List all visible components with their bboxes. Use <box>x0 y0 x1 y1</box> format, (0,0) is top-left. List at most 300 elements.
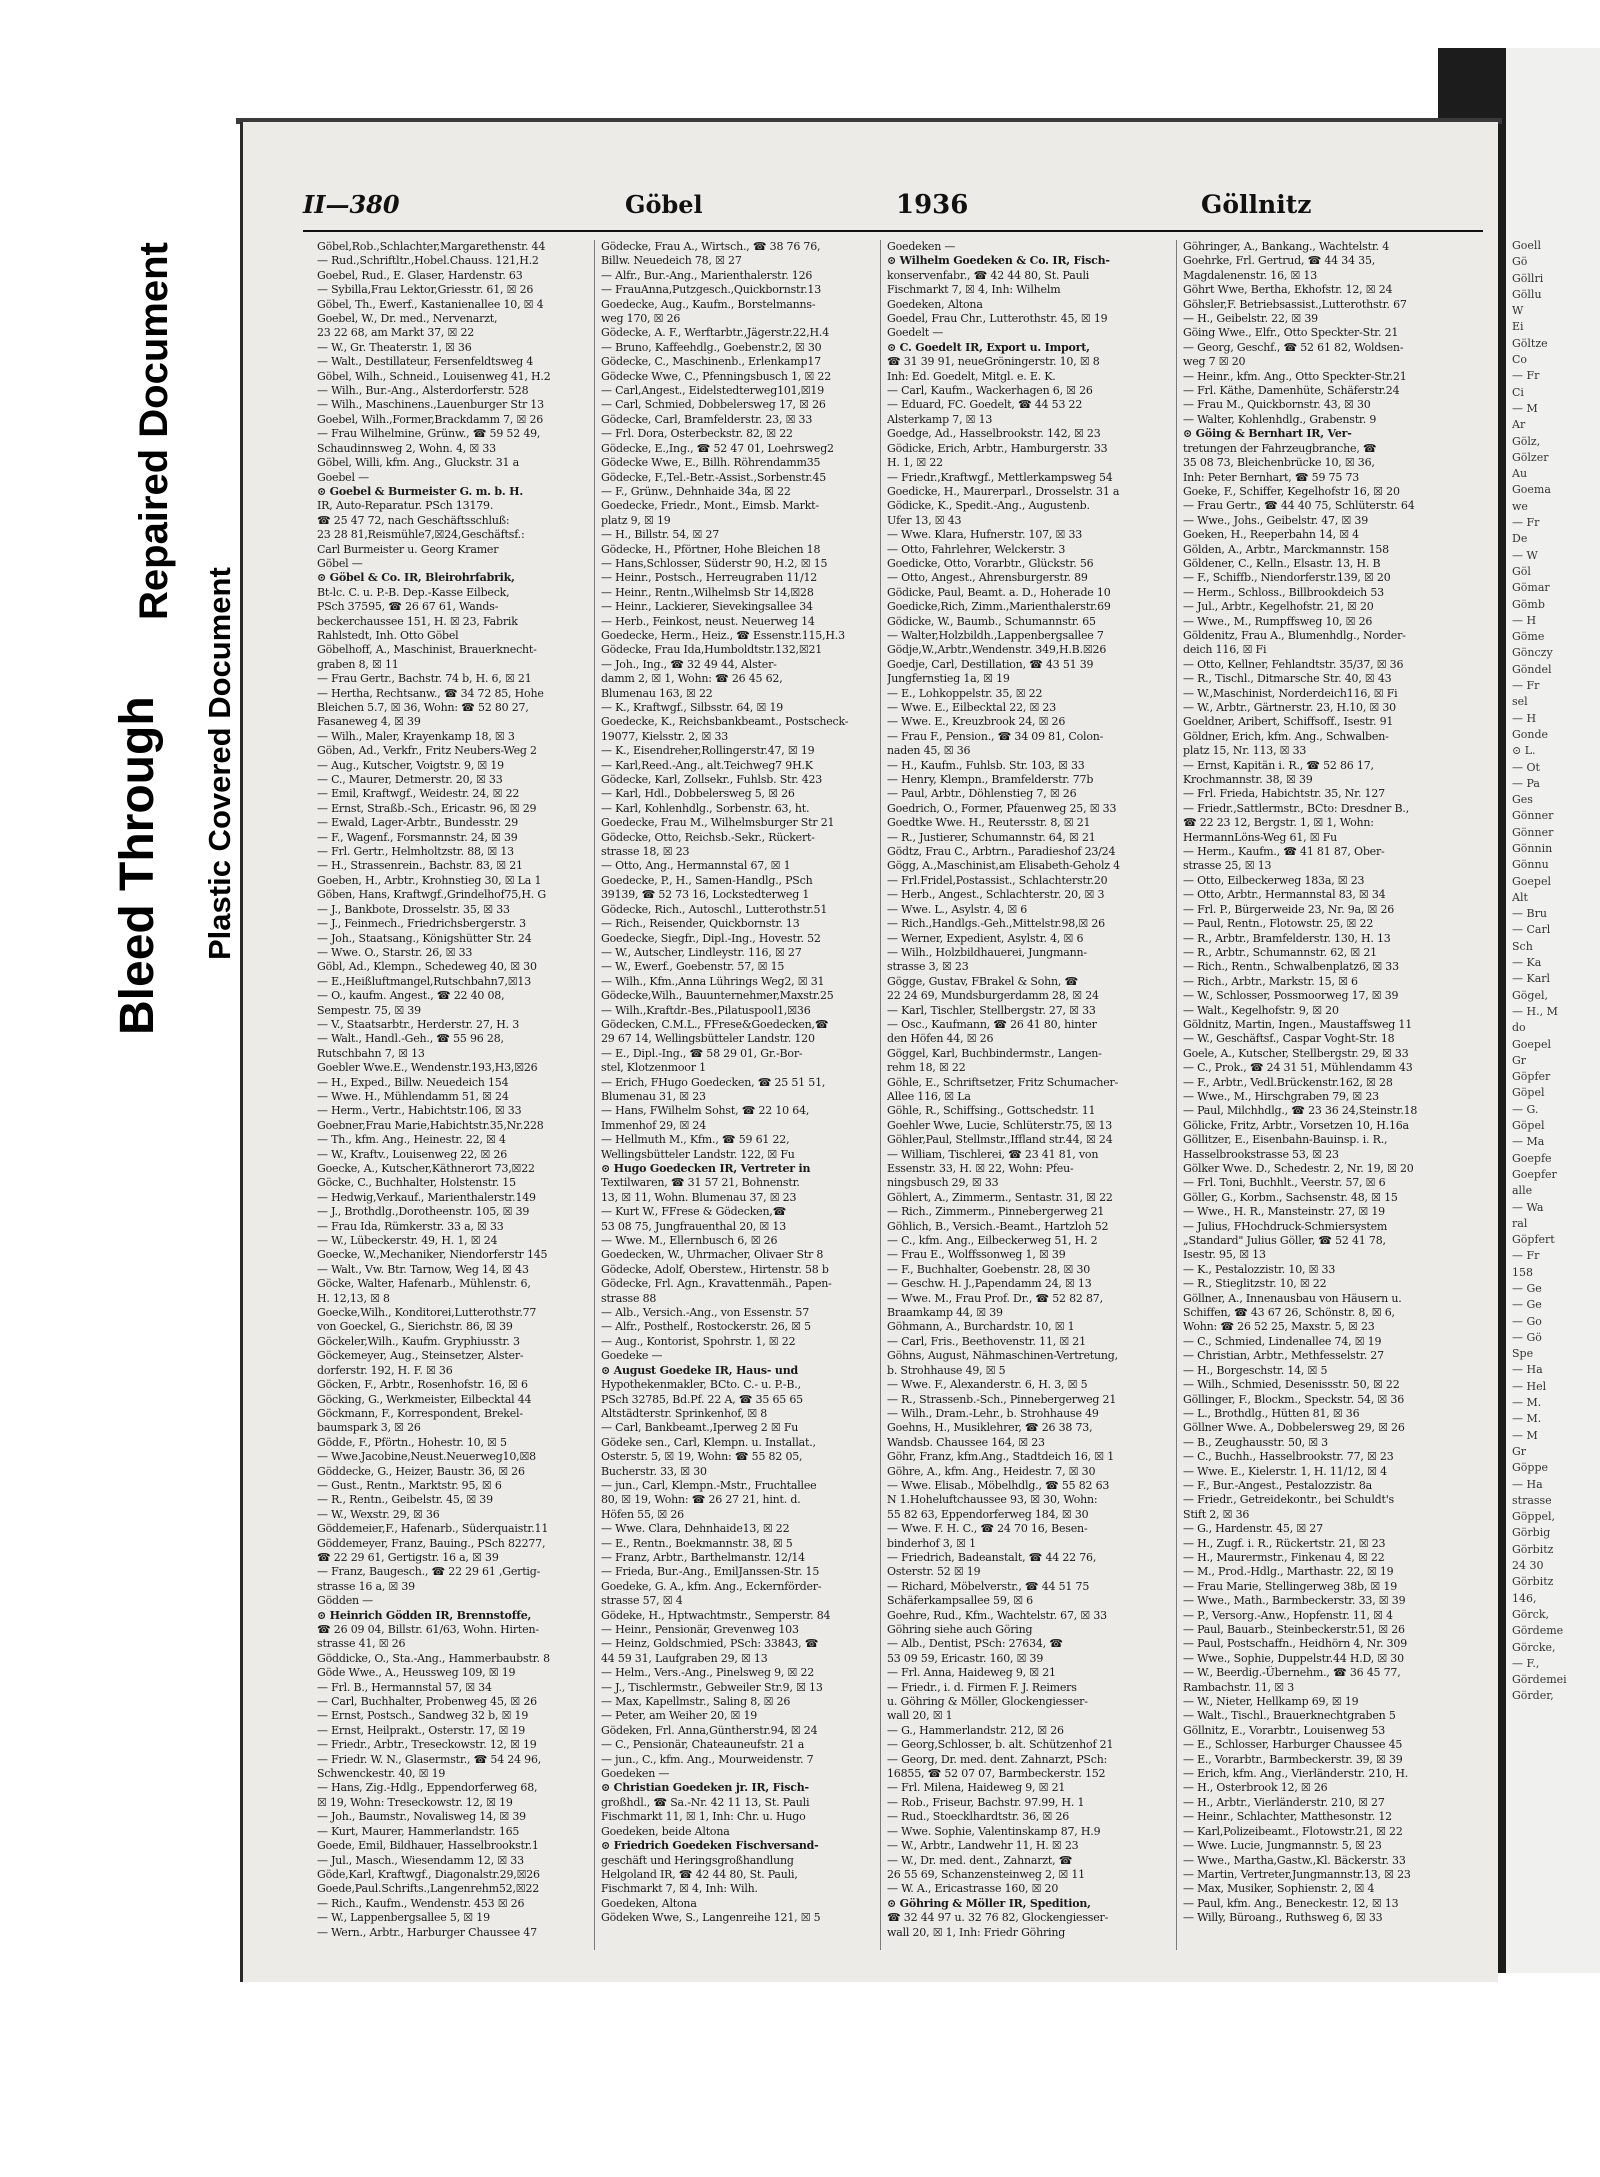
directory-entry: 44 59 31, Laufgraben 29, ☒ 13 <box>601 1651 768 1665</box>
directory-entry: Alsterkamp 7, ☒ 13 <box>887 412 993 426</box>
directory-entry: — H., Exped., Billw. Neuedeich 154 <box>317 1075 509 1089</box>
directory-entry: Fasaneweg 4, ☒ 39 <box>317 715 421 729</box>
next-page-fragment: — M. <box>1512 1396 1542 1410</box>
next-page-fragment: Göpfert <box>1512 1233 1555 1247</box>
directory-entry: Goedje, Carl, Destillation, ☎ 43 51 39 <box>887 657 1094 671</box>
directory-entry: Goeldner, Aribert, Schiffsoff., Isestr. 91 <box>1183 715 1394 729</box>
directory-entry: Göldnitz, Martin, Ingen., Maustaffsweg 11 <box>1183 1017 1413 1031</box>
directory-entry: — Wwe. O., Starstr. 26, ☒ 33 <box>317 945 473 959</box>
directory-entry: — jun., C., kfm. Ang., Mourweidenstr. 7 <box>601 1752 814 1766</box>
directory-entry: — jun., Carl, Klempn.-Mstr., Fruchtallee <box>601 1478 817 1492</box>
next-page-fragment: Göpfer <box>1512 1070 1551 1084</box>
next-page-fragment: Gr <box>1512 1444 1527 1458</box>
directory-entry: — Kurt, Maurer, Hammerlandstr. 165 <box>317 1824 520 1838</box>
directory-entry: Gödecke, C., Maschinenb., Erlenkamp17 <box>601 355 821 369</box>
directory-entry: — Wwe., Martha,Gastw.,Kl. Bäckerstr. 33 <box>1183 1853 1406 1867</box>
directory-entry: Göhlich, B., Versich.-Beamt., Hartzloh 52 <box>887 1219 1109 1233</box>
directory-entry: Goecke, W.,Mechaniker, Niendorferstr 145 <box>317 1248 548 1262</box>
next-page-fragment: Goell <box>1512 239 1541 252</box>
directory-entry: — Wilh., Schmied, Desenissstr. 50, ☒ 22 <box>1183 1378 1400 1392</box>
directory-entry: 23 28 81,Reismühle7,☒24,Geschäftsf.: <box>317 528 525 542</box>
bleed-through-label: Bleed Through <box>111 696 164 1035</box>
next-page-fragment: Au <box>1512 467 1528 481</box>
directory-entry: Göbel — <box>317 556 363 570</box>
directory-entry: — Franz, Arbtr., Barthelmanstr. 12/14 <box>601 1550 805 1564</box>
directory-entry: — Frl. Frieda, Habichtstr. 35, Nr. 127 <box>1183 787 1385 801</box>
directory-entry: — C., Pensionär, Chateauneufstr. 21 a <box>601 1738 805 1752</box>
directory-entry: Gödde, F., Pförtn., Hohestr. 10, ☒ 5 <box>317 1435 507 1449</box>
directory-entry: Gölker Wwe. D., Schedestr. 2, Nr. 19, ☒ 20 <box>1183 1162 1414 1175</box>
directory-entry: — Paul, Milchhdlg., ☎ 23 36 24,Steinstr.18 <box>1183 1104 1418 1118</box>
directory-entry: — Walt., Vw. Btr. Tarnow, Weg 14, ☒ 43 <box>317 1262 529 1276</box>
directory-entry: — Christian, Arbtr., Methfesselstr. 27 <box>1183 1349 1384 1363</box>
directory-entry: — Jul., Masch., Wiesendamm 12, ☒ 33 <box>317 1853 524 1867</box>
next-page-fragment: — Bru <box>1512 907 1547 921</box>
directory-entry: — H., Zugf. i. R., Rückertstr. 21, ☒ 23 <box>1183 1536 1386 1550</box>
directory-entry: deich 116, ☒ Fi <box>1183 643 1267 657</box>
directory-entry: — E., Rentn., Boekmannstr. 38, ☒ 5 <box>601 1536 793 1550</box>
directory-entry: Gödecke Wwe, E., Billh. Röhrendamm35 <box>601 456 821 470</box>
next-page-fragment: Gönnin <box>1512 841 1553 855</box>
directory-entry: — W., Ewerf., Goebenstr. 57, ☒ 15 <box>601 960 785 974</box>
directory-entry: Goedtke Wwe. H., Reutersstr. 8, ☒ 21 <box>887 816 1091 830</box>
directory-entry: Göllinger, F., Blockm., Speckstr. 54, ☒ 36 <box>1183 1392 1404 1406</box>
directory-entry: — Rud.,Schriftltr.,Hobel.Chauss. 121,H.2 <box>317 254 539 268</box>
directory-entry: — Friedr. W. N., Glasermstr., ☎ 54 24 96, <box>317 1752 542 1766</box>
directory-entry: — C., Prok., ☎ 24 31 51, Mühlendamm 43 <box>1183 1061 1413 1075</box>
next-page-fragment: — F., <box>1512 1656 1540 1670</box>
directory-entry: Göhring siehe auch Göring <box>887 1623 1033 1636</box>
directory-entry: — Wwe. Elisab., Möbelhdlg., ☎ 55 82 63 <box>887 1478 1110 1492</box>
directory-entry: — Rich., Kaufm., Wendenstr. 453 ☒ 26 <box>317 1896 525 1910</box>
directory-entry: Goedeken, beide Altona <box>601 1824 730 1838</box>
directory-entry: — Frau E., Wolffssonweg 1, ☒ 39 <box>887 1248 1066 1262</box>
next-page-fragment: 24 30 <box>1512 1559 1544 1573</box>
directory-entry: Wellingsbütteler Landstr. 122, ☒ Fu <box>601 1147 795 1161</box>
directory-entry: großhdl., ☎ Sa.-Nr. 42 11 13, St. Pauli <box>601 1795 810 1809</box>
directory-entry: — H., Arbtr., Vierländerstr. 210, ☒ 27 <box>1183 1795 1385 1809</box>
directory-entry: — Wwe. L., Asylstr. 4, ☒ 6 <box>887 902 1028 916</box>
directory-entry: Gödeke sen., Carl, Klempn. u. Installat., <box>601 1435 816 1449</box>
directory-entry: — Frau F., Pension., ☎ 34 09 81, Colon- <box>887 729 1104 743</box>
directory-entry: — Heinr., Lackierer, Sievekingsallee 34 <box>601 600 813 614</box>
directory-entry: ⊙ Friedrich Goedeken Fischversand- <box>601 1839 819 1853</box>
next-page-fragment: Spe <box>1512 1347 1534 1361</box>
directory-entry: — Wwe. E., Kielerstr. 1, H. 11/12, ☒ 4 <box>1183 1464 1387 1478</box>
directory-entry: Göde Wwe., A., Heussweg 109, ☒ 19 <box>317 1666 516 1680</box>
next-page-fragment: — Ge <box>1512 1298 1542 1312</box>
directory-entry: — Rud., Stoecklhardtstr. 36, ☒ 26 <box>887 1810 1070 1824</box>
next-page-fragment: Göltze <box>1512 336 1548 350</box>
directory-entry: strasse 25, ☒ 13 <box>1183 859 1272 873</box>
directory-entry: — Martin, Vertreter,Jungmannstr.13, ☒ 23 <box>1183 1867 1411 1881</box>
directory-entry: — R., Rentn., Geibelstr. 45, ☒ 39 <box>317 1493 493 1507</box>
directory-entry: — Frieda, Bur.-Ang., EmilJanssen-Str. 15 <box>601 1565 820 1579</box>
directory-entry: — Friedr., i. d. Firmen F. J. Reimers <box>887 1680 1077 1694</box>
directory-entry: — Heinr., kfm. Ang., Otto Speckter-Str.21 <box>1183 369 1407 383</box>
directory-entry: H. 1, ☒ 22 <box>887 456 943 470</box>
directory-entry: Gödeken, Frl. Anna,Güntherstr.94, ☒ 24 <box>601 1723 818 1737</box>
directory-entry: — W., Wexstr. 29, ☒ 36 <box>317 1507 440 1521</box>
directory-entry: Göggel, Karl, Buchbindermstr., Langen- <box>887 1046 1102 1060</box>
next-page-fragment: Goepfe <box>1512 1151 1552 1165</box>
directory-entry: — H., Maurermstr., Finkenau 4, ☒ 22 <box>1183 1550 1385 1564</box>
directory-entry: — J., Bankbote, Drosselstr. 35, ☒ 33 <box>317 902 510 916</box>
directory-entry: Gödecke, Frau Ida,Humboldtstr.132,☒21 <box>601 643 823 657</box>
directory-entry: Textilwaren, ☎ 31 57 21, Bohnenstr. <box>601 1176 800 1190</box>
next-page-fragment: Göllu <box>1512 287 1542 301</box>
next-page-fragment: Ar <box>1512 418 1526 432</box>
next-page-fragment: — Fr <box>1512 369 1540 383</box>
directory-entry: Rambachstr. 11, ☒ 3 <box>1183 1680 1295 1694</box>
directory-entry: — Rich.,Handlgs.-Geh.,Mittelstr.98,☒ 26 <box>887 917 1105 931</box>
next-page-fragment: — M <box>1512 1428 1538 1442</box>
directory-entry: Göddecke, G., Heizer, Baustr. 36, ☒ 26 <box>317 1464 525 1478</box>
directory-entry: Göldener, C., Kelln., Elsastr. 13, H. B <box>1183 556 1381 570</box>
directory-entry: Göcken, F., Arbtr., Rosenhofstr. 16, ☒ 6 <box>317 1378 528 1392</box>
directory-entry: — Frau Ida, Rümkerstr. 33 a, ☒ 33 <box>317 1219 504 1233</box>
directory-entry: — Carl, Kaufm., Wackerhagen 6, ☒ 26 <box>887 384 1093 398</box>
directory-entry: ⊙ Hugo Goedecken IR, Vertreter in <box>601 1162 811 1175</box>
directory-entry: strasse 41, ☒ 26 <box>317 1637 406 1651</box>
directory-entry: — E.,Heißluftmangel,Rutschbahn7,☒13 <box>317 974 532 988</box>
directory-entry: Göhmann, A., Burchardstr. 10, ☒ 1 <box>887 1320 1075 1334</box>
directory-entry: Gölicke, Fritz, Arbtr., Vorsetzen 10, H.16a <box>1183 1118 1409 1132</box>
next-page-fragment: Göpel <box>1512 1119 1545 1133</box>
directory-entry: — C., Buchh., Hasselbrookstr. 77, ☒ 23 <box>1183 1450 1394 1464</box>
directory-entry: — Hans,Schlosser, Süderstr 90, H.2, ☒ 15 <box>601 556 828 570</box>
directory-entry: Göhsler,F. Betriebsassist.,Lutterothstr. 67 <box>1183 297 1407 311</box>
directory-entry: stel, Klotzenmoor 1 <box>601 1061 706 1075</box>
directory-entry: beckerchaussee 151, H. ☒ 23, Fabrik <box>317 614 518 628</box>
directory-entry: 80, ☒ 19, Wohn: ☎ 26 27 21, hint. d. <box>601 1493 801 1507</box>
directory-entry: — W., Arbtr., Gärtnerstr. 23, H.10, ☒ 30 <box>1183 701 1396 714</box>
directory-entry: — W., Lappenbergsallee 5, ☒ 19 <box>317 1911 490 1925</box>
directory-entry: Göcking, G., Werkmeister, Eilbecktal 44 <box>317 1392 532 1406</box>
directory-entry: Gödecke, A. F., Werftarbtr.,Jägerstr.22,H.4 <box>601 326 829 340</box>
directory-entry: ⊙ Heinrich Gödden IR, Brennstoffe, <box>317 1608 532 1622</box>
directory-entry: — Aug., Kontorist, Spohrstr. 1, ☒ 22 <box>601 1334 796 1348</box>
directory-entry: ⊙ Göbel & Co. IR, Bleirohrfabrik, <box>317 571 515 585</box>
directory-entry: — Heinr., Rentn.,Wilhelmsb Str 14,☒28 <box>601 585 814 599</box>
next-page-fragment: Gölz, <box>1512 434 1541 448</box>
next-page-fragment: Ei <box>1512 320 1524 334</box>
directory-entry: — W., Beerdig.-Übernehm., ☎ 36 45 77, <box>1183 1666 1401 1680</box>
directory-entry: weg 170, ☒ 26 <box>601 312 681 326</box>
directory-entry: Stift 2, ☒ 36 <box>1183 1507 1250 1521</box>
directory-entry: Jungfernstieg 1a, ☒ 19 <box>887 672 1010 686</box>
directory-entry: — Georg, Dr. med. dent. Zahnarzt, PSch: <box>887 1752 1108 1766</box>
directory-entry: — F., Grünw., Dehnhaide 34a, ☒ 22 <box>601 484 791 498</box>
directory-entry: — E., Vorarbtr., Barmbeckerstr. 39, ☒ 39 <box>1183 1752 1403 1766</box>
directory-entry: Gödicke, Paul, Beamt. a. D., Hoherade 10 <box>887 585 1111 599</box>
directory-entry: — Georg,Schlosser, b. alt. Schützenhof 21 <box>887 1738 1114 1752</box>
directory-entry: Göben, Ad., Verkfr., Fritz Neubers-Weg 2 <box>317 744 537 758</box>
next-page-fragment: — M <box>1512 401 1538 415</box>
directory-entry: Gödecken, C.M.L., FFrese&Goedecken,☎ <box>601 1017 829 1031</box>
directory-entry: PSch 32785, Bd.Pf. 22 A, ☎ 35 65 65 <box>601 1392 803 1406</box>
directory-entry: — Eduard, FC. Goedelt, ☎ 44 53 22 <box>887 398 1083 412</box>
directory-entry: — W. A., Ericastrasse 160, ☒ 20 <box>887 1882 1059 1896</box>
directory-entry: N 1.Hoheluftchaussee 93, ☒ 30, Wohn: <box>887 1493 1098 1507</box>
directory-entry: HermannLöns-Weg 61, ☒ Fu <box>1183 830 1338 844</box>
directory-entry: Goehre, Rud., Kfm., Wachtelstr. 67, ☒ 33 <box>887 1608 1107 1622</box>
directory-entry: — J., Feinmech., Friedrichsbergerstr. 3 <box>317 917 526 931</box>
next-page-fragment: — Hel <box>1512 1379 1547 1393</box>
directory-entry: Göhringer, A., Bankang., Wachtelstr. 4 <box>1183 240 1390 253</box>
next-page-fragment: Gönnu <box>1512 858 1549 872</box>
next-page-fragment: W <box>1512 304 1524 318</box>
next-page-fragment: Gördeme <box>1512 1624 1564 1638</box>
directory-entry: — Ernst, Heilprakt., Osterstr. 17, ☒ 19 <box>317 1723 526 1737</box>
directory-entry: — Alfr., Bur.-Ang., Marienthalerstr. 126 <box>601 268 813 282</box>
directory-entry: Gödecke, Carl, Bramfelderstr. 23, ☒ 33 <box>601 412 813 426</box>
directory-entry: — Frl.Fridel,Postassist., Schlachterstr.20 <box>887 873 1108 887</box>
directory-entry: — Carl, Fris., Beethovenstr. 11, ☒ 21 <box>887 1334 1086 1348</box>
directory-entry: — Hertha, Rechtsanw., ☎ 34 72 85, Hohe <box>317 686 544 700</box>
directory-entry: Gödecke, Adolf, Oberstew., Hirtenstr. 58 b <box>601 1262 829 1276</box>
directory-entry: — Carl, Bankbeamt.,Iperweg 2 ☒ Fu <box>601 1421 799 1435</box>
directory-entry: ☎ 22 23 12, Bergstr. 1, ☒ 1, Wohn: <box>1183 816 1374 830</box>
directory-entry: Osterstr. 5, ☒ 19, Wohn: ☎ 55 82 05, <box>601 1450 803 1464</box>
directory-entry: — W., Autscher, Lindleystr. 116, ☒ 27 <box>601 945 802 959</box>
directory-entry: — Paul, kfm. Ang., Beneckestr. 12, ☒ 13 <box>1183 1896 1399 1910</box>
next-page-fragment: Alt <box>1512 890 1528 904</box>
directory-entry: — Wwe. E., Kreuzbrook 24, ☒ 26 <box>887 715 1066 729</box>
directory-entry: Goebel, W., Dr. med., Nervenarzt, <box>317 312 498 326</box>
directory-entry: — H., Borgeschstr. 14, ☒ 5 <box>1183 1363 1328 1377</box>
directory-entry: — Sybilla,Frau Lektor,Griesstr. 61, ☒ 26 <box>317 283 534 297</box>
directory-entry: Göller, G., Korbm., Sachsenstr. 48, ☒ 15 <box>1183 1190 1398 1204</box>
directory-entry: 53 08 75, Jungfrauenthal 20, ☒ 13 <box>601 1219 786 1233</box>
directory-entry: platz 9, ☒ 19 <box>601 513 671 527</box>
directory-entry: — Wilh., Maschinens.,Lauenburger Str 13 <box>317 398 544 412</box>
next-page-fragment: — Ma <box>1512 1135 1545 1149</box>
directory-entry: — Otto, Kellner, Fehlandtstr. 35/37, ☒ 36 <box>1183 657 1404 671</box>
directory-entry: Altstädterstr. Sprinkenhof, ☒ 8 <box>601 1406 768 1420</box>
directory-entry: Goedecke, Aug., Kaufm., Borstelmanns- <box>601 297 816 311</box>
directory-entry: — Heinr., Schlachter, Matthesonstr. 12 <box>1183 1810 1392 1824</box>
right-keyword: Göllnitz <box>1201 190 1312 219</box>
directory-entry: — R., Justierer, Schumannstr. 64, ☒ 21 <box>887 830 1096 844</box>
directory-entry: — Erich, FHugo Goedecken, ☎ 25 51 51, <box>601 1075 826 1089</box>
directory-entry: Goedeken — <box>601 1767 670 1781</box>
directory-entry: — Helm., Vers.-Ang., Pinelsweg 9, ☒ 22 <box>601 1666 815 1680</box>
directory-entry: Göben, Hans, Kraftwgf.,Grindelhof75,H. G <box>317 888 546 902</box>
directory-entry: 35 08 73, Bleichenbrücke 10, ☒ 36, <box>1183 456 1375 470</box>
next-page-fragment: Gömar <box>1512 581 1550 595</box>
next-page-fragment: 146, <box>1512 1591 1537 1605</box>
directory-entry: — Friedr.,Sattlermstr., BCto: Dresdner B., <box>1183 801 1410 815</box>
directory-entry: Goehns, H., Musiklehrer, ☎ 26 38 73, <box>887 1421 1093 1435</box>
repaired-document-label: Repaired Document <box>132 242 176 620</box>
directory-entry: — Frau Marie, Stellingerweg 38b, ☒ 19 <box>1183 1579 1397 1593</box>
next-page-fragment: Göppel, <box>1512 1510 1556 1524</box>
column-2 <box>594 240 875 1950</box>
directory-entry: — Wwe. Klara, Hufnerstr. 107, ☒ 33 <box>887 528 1083 542</box>
directory-entry: — H., Billstr. 54, ☒ 27 <box>601 528 720 542</box>
directory-entry: „Standard" Julius Göller, ☎ 52 41 78, <box>1183 1234 1386 1248</box>
directory-entry: Göhle, R., Schiffsing., Gottschedstr. 11 <box>887 1104 1096 1118</box>
next-page-fragment: alle <box>1512 1184 1533 1198</box>
directory-entry: — Heinr., Postsch., Herreugraben 11/12 <box>601 571 818 585</box>
directory-entry: b. Strohhause 49, ☒ 5 <box>887 1363 1006 1377</box>
directory-entry: — Carl,Angest., Eidelstedterweg101,☒19 <box>601 384 825 398</box>
directory-entry: — W., Kraftv., Louisenweg 22, ☒ 26 <box>317 1147 508 1161</box>
directory-entry: Göhler,Paul, Stellmstr.,Iffland str.44, ☒ 24 <box>887 1133 1113 1147</box>
directory-entry: — W.,Maschinist, Norderdeich116, ☒ Fi <box>1183 686 1398 700</box>
directory-entry: — Carl, Buchhalter, Probenweg 45, ☒ 26 <box>317 1695 537 1709</box>
next-page-fragment: Gönczy <box>1512 646 1553 660</box>
directory-entry: — Wilh., Bur.-Ang., Alsterdorferstr. 528 <box>317 384 529 398</box>
directory-entry: ☎ 32 44 97 u. 32 76 82, Glockengiesser- <box>887 1911 1109 1925</box>
next-page-fragment: Ges <box>1512 793 1533 807</box>
directory-entry: — Frau Gertr., Bachstr. 74 b, H. 6, ☒ 21 <box>317 672 532 686</box>
directory-entry: — Rich., Arbtr., Markstr. 15, ☒ 6 <box>1183 974 1358 988</box>
directory-entry: Goedecke, Friedr., Mont., Eimsb. Markt- <box>601 499 819 513</box>
directory-entry: Gödicke, K., Spedit.-Ang., Augustenb. <box>887 499 1090 513</box>
directory-entry: — W., Arbtr., Landwehr 11, H. ☒ 23 <box>887 1839 1079 1853</box>
directory-entry: Rutschbahn 7, ☒ 13 <box>317 1046 425 1060</box>
directory-entry: Göddemeyer, Franz, Bauing., PSch 82277, <box>317 1536 546 1550</box>
page-header <box>303 186 1483 232</box>
directory-entry: — Ernst, Kapitän i. R., ☎ 52 86 17, <box>1183 758 1374 772</box>
directory-entry: — H., Geibelstr. 22, ☒ 39 <box>1183 312 1318 326</box>
directory-entry: — Alb., Dentist, PSch: 27634, ☎ <box>887 1637 1063 1651</box>
directory-entry: — Wilh.,Kraftdr.-Bes.,Pilatuspool1,☒36 <box>601 1003 811 1017</box>
directory-entry: — Wwe. E., Eilbecktal 22, ☒ 23 <box>887 701 1057 714</box>
directory-entry: — W., Gr. Theaterstr. 1, ☒ 36 <box>317 340 472 354</box>
next-page-fragment: Görck, <box>1512 1607 1549 1621</box>
directory-entry: 13, ☒ 11, Wohn. Blumenau 37, ☒ 23 <box>601 1190 797 1204</box>
next-page-fragment: sel <box>1512 695 1528 709</box>
directory-entry: — Frl. B., Hermannstal 57, ☒ 34 <box>317 1680 492 1694</box>
directory-entry: — E., Lohkoppelstr. 35, ☒ 22 <box>887 686 1043 700</box>
directory-entry: Krochmannstr. 38, ☒ 39 <box>1183 773 1313 787</box>
directory-entry: — Walt., Kegelhofstr. 9, ☒ 20 <box>1183 1003 1339 1017</box>
directory-entry: Gödtz, Frau C., Arbtrn., Paradieshof 23/24 <box>887 845 1116 859</box>
directory-entry: Braamkamp 44, ☒ 39 <box>887 1306 1003 1320</box>
directory-entry: — Hedwig,Verkauf., Marienthalerstr.149 <box>317 1190 536 1204</box>
directory-entry: Isestr. 95, ☒ 13 <box>1183 1248 1266 1262</box>
directory-entry: Hypothekenmakler, BCto. C.- u. P.-B., <box>601 1378 801 1392</box>
directory-entry: — H., Kaufm., Fuhlsb. Str. 103, ☒ 33 <box>887 758 1085 772</box>
directory-entry: Goehrke, Frl. Gertrud, ☎ 44 34 35, <box>1183 254 1376 268</box>
directory-entry: Göhr, Franz, kfm.Ang., Stadtdeich 16, ☒ 1 <box>887 1450 1115 1464</box>
directory-entry: naden 45, ☒ 36 <box>887 744 971 758</box>
directory-entry: Göbelhoff, A., Maschinist, Brauerknecht- <box>317 643 537 657</box>
directory-entry: — Peter, am Weiher 20, ☒ 19 <box>601 1709 758 1723</box>
next-page-fragment: — Ot <box>1512 760 1540 774</box>
next-page-fragment: — Ha <box>1512 1477 1543 1491</box>
directory-entry: — Rich., Rentn., Schwalbenplatz6, ☒ 33 <box>1183 960 1399 974</box>
next-page-fragment: — Go <box>1512 1314 1542 1328</box>
directory-entry: Göhlert, A., Zimmerm., Sentastr. 31, ☒ 22 <box>887 1190 1113 1204</box>
directory-entry: — Wwe. Lucie, Jungmannstr. 5, ☒ 23 <box>1183 1839 1382 1853</box>
directory-entry: Göbl, Ad., Klempn., Schedeweg 40, ☒ 30 <box>317 960 537 974</box>
directory-entry: — Rich., Reisender, Quickbornstr. 13 <box>601 917 800 931</box>
directory-entry: — E., Dipl.-Ing., ☎ 58 29 01, Gr.-Bor- <box>601 1046 803 1060</box>
directory-entry: — L., Brothdlg., Hütten 81, ☒ 36 <box>1183 1406 1360 1420</box>
next-page-fragment: Görcke, <box>1512 1640 1556 1654</box>
next-page-fragment: — Fr <box>1512 516 1540 530</box>
directory-entry: — Frl. Toni, Buchhlt., Veerstr. 57, ☒ 6 <box>1183 1176 1386 1190</box>
directory-entry: — M., Prod.-Hdlg., Marthastr. 22, ☒ 19 <box>1183 1565 1394 1579</box>
directory-entry: — Otto, Eilbeckerweg 183a, ☒ 23 <box>1183 873 1365 887</box>
next-page-fragment: — H <box>1512 711 1537 725</box>
directory-entry: Gödeken Wwe, S., Langenreihe 121, ☒ 5 <box>601 1911 821 1925</box>
directory-entry: Gölden, A., Arbtr., Marckmannstr. 158 <box>1183 542 1389 556</box>
directory-entry: — R., Arbtr., Bramfelderstr. 130, H. 13 <box>1183 931 1391 945</box>
directory-entry: Gödecke Wwe, C., Pfenningsbusch 1, ☒ 22 <box>601 369 832 383</box>
directory-entry: — Julius, FHochdruck-Schmiersystem <box>1183 1219 1388 1233</box>
directory-entry: Göde,Karl, Kraftwgf., Diagonalstr.29,☒26 <box>317 1867 540 1881</box>
next-page-fragment: — Karl <box>1512 972 1551 986</box>
directory-entry: Göcke, Walter, Hafenarb., Mühlenstr. 6, <box>317 1277 531 1291</box>
directory-entry: ⊙ Wilhelm Goedeken & Co. IR, Fisch- <box>887 254 1110 268</box>
directory-entry: Goedeke — <box>601 1349 663 1363</box>
directory-entry: — Frau Wilhelmine, Grünw., ☎ 59 52 49, <box>317 427 541 441</box>
directory-entry: — Karl, Kohlenhdlg., Sorbenstr. 63, ht. <box>601 801 810 815</box>
directory-entry: — Paul, Rentn., Flotowstr. 25, ☒ 22 <box>1183 917 1374 931</box>
directory-entry: Fischmarkt 11, ☒ 1, Inh: Chr. u. Hugo <box>601 1810 806 1824</box>
directory-entry: — Frau M., Quickbornstr. 43, ☒ 30 <box>1183 398 1371 412</box>
directory-entry: — Friedr.,Kraftwgf., Mettlerkampsweg 54 <box>887 470 1113 484</box>
next-page-fragment: Sch <box>1512 939 1533 953</box>
directory-entry: — Willy, Büroang., Ruthsweg 6, ☒ 33 <box>1183 1911 1383 1925</box>
next-page-fragment: Göpel <box>1512 1086 1545 1100</box>
directory-entry: Goedecke, Siegfr., Dipl.-Ing., Hovestr. 52 <box>601 931 821 945</box>
directory-entry: — Carl, Schmied, Dobbelersweg 17, ☒ 26 <box>601 398 826 412</box>
directory-entry: Göldner, Erich, kfm. Ang., Schwalben- <box>1183 729 1389 743</box>
directory-entry: Immenhof 29, ☒ 24 <box>601 1118 707 1132</box>
scanned-page <box>240 122 1498 1982</box>
next-page-fragment: Gonde <box>1512 727 1549 741</box>
directory-entry: Göddemeier,F., Hafenarb., Süderquaistr.11 <box>317 1522 549 1536</box>
next-page-fragment: Göl <box>1512 564 1531 578</box>
directory-entry: — Herm., Kaufm., ☎ 41 81 87, Ober- <box>1183 845 1385 859</box>
directory-entry: Goedecke, Frau M., Wilhelmsburger Str 21 <box>601 816 835 830</box>
directory-entry: Goedel, Frau Chr., Lutterothstr. 45, ☒ 19 <box>887 312 1108 326</box>
directory-entry: Bt-lc. C. u. P.-B. Dep.-Kasse Eilbeck, <box>317 585 510 599</box>
directory-entry: Goecke,Wilh., Konditorei,Lutterothstr.77 <box>317 1306 537 1320</box>
directory-entry: Höfen 55, ☒ 26 <box>601 1507 684 1521</box>
directory-entry: Gödeke, H., Hptwachtmstr., Semperstr. 84 <box>601 1608 831 1622</box>
directory-entry: — H., Strassenrein., Bachstr. 83, ☒ 21 <box>317 859 523 873</box>
next-page-fragment: Goepel <box>1512 1037 1551 1051</box>
directory-entry: strasse 57, ☒ 4 <box>601 1594 683 1608</box>
directory-entry: — Georg, Geschf., ☎ 52 61 82, Woldsen- <box>1183 340 1404 354</box>
directory-entry: ☒ 19, Wohn: Treseckowstr. 12, ☒ 19 <box>317 1795 513 1809</box>
directory-entry: Bucherstr. 33, ☒ 30 <box>601 1464 707 1478</box>
directory-entry: Wohn: ☎ 26 52 25, Maxstr. 5, ☒ 23 <box>1183 1320 1375 1334</box>
directory-entry: — Paul, Bauarb., Steinbeckerstr.51, ☒ 26 <box>1183 1623 1405 1636</box>
directory-entry: Goedeken — <box>887 240 956 253</box>
directory-entry: Goecke, A., Kutscher,Käthnerort 73,☒22 <box>317 1162 535 1175</box>
directory-entry: — V., Staatsarbtr., Herderstr. 27, H. 3 <box>317 1017 520 1031</box>
directory-entry: Osterstr. 52 ☒ 19 <box>887 1565 981 1579</box>
directory-entry: Goebel, Wilh.,Former,Brackdamm 7, ☒ 26 <box>317 412 544 426</box>
directory-entry: Goeke, F., Schiffer, Kegelhofstr 16, ☒ 20 <box>1183 484 1400 498</box>
directory-entry: Goedecken, W., Uhrmacher, Olivaer Str 8 <box>601 1248 824 1262</box>
page-number: II—380 <box>303 190 400 219</box>
directory-entry: — Frau Gertr., ☎ 44 40 75, Schlüterstr. 64 <box>1183 499 1415 513</box>
directory-entry: dorferstr. 192, H. F. ☒ 36 <box>317 1363 453 1377</box>
directory-entry: Gögg, A.,Maschinist,am Elisabeth-Geholz 4 <box>887 859 1120 873</box>
directory-entry: binderhof 3, ☒ 1 <box>887 1536 976 1550</box>
directory-entry: — Otto, Ang., Hermannstal 67, ☒ 1 <box>601 859 791 873</box>
directory-entry: Goebel, Rud., E. Glaser, Hardenstr. 63 <box>317 268 523 282</box>
